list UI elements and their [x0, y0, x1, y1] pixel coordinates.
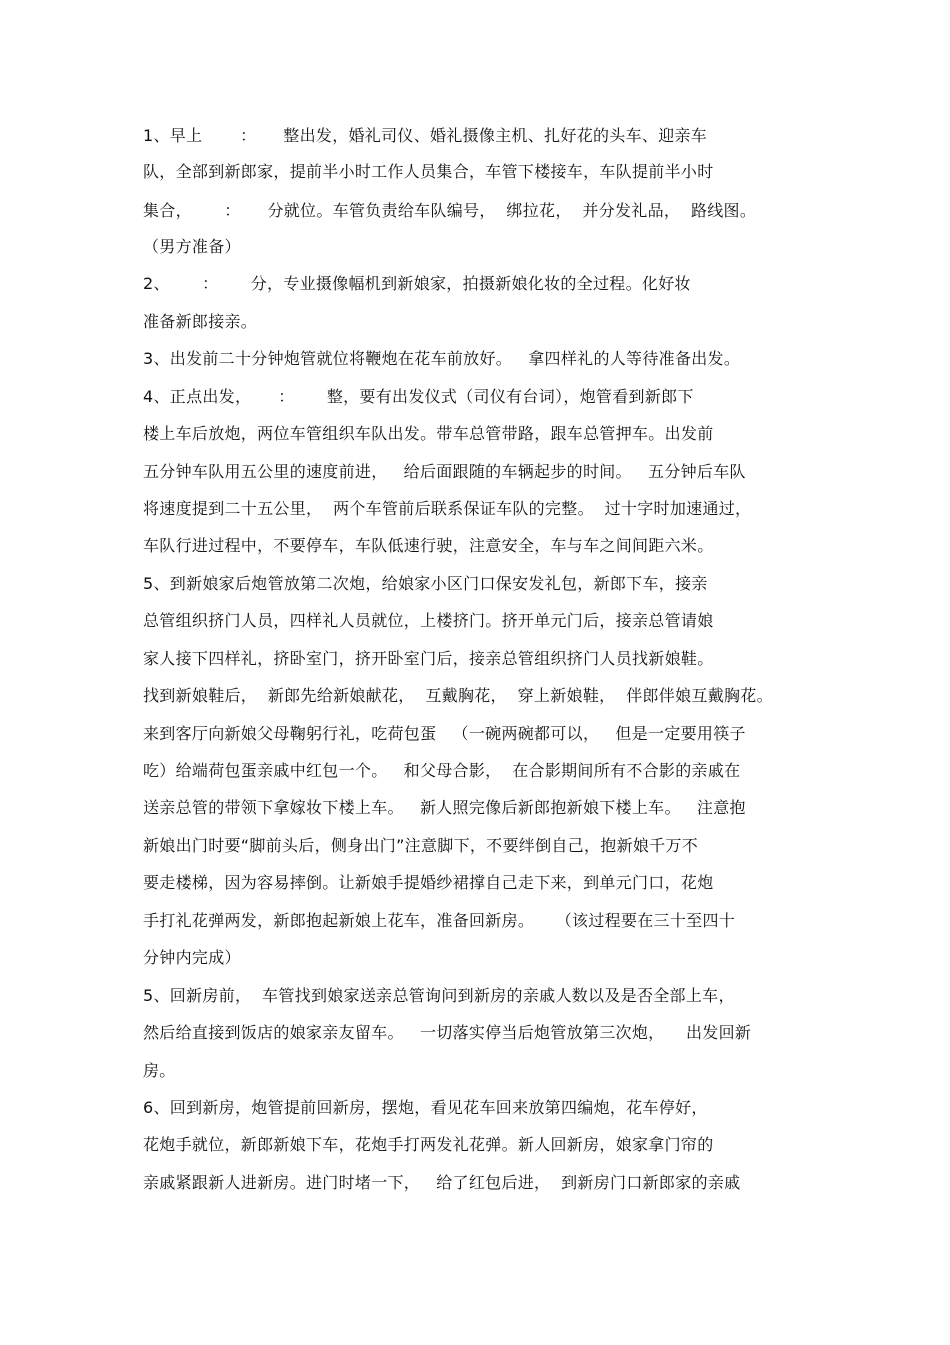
text-line: 手打礼花弹两发，新郎抱起新娘上花车，准备回新房。 （该过程要在三十至四十: [143, 911, 736, 930]
text-line: 5、到新娘家后炮管放第二次炮，给娘家小区门口保安发礼包，新郎下车，接亲: [143, 574, 708, 593]
text-line: 亲戚紧跟新人进新房。进门时堵一下， 给了红包后进， 到新房门口新郎家的亲戚: [143, 1173, 741, 1192]
text-line: 队，全部到新郎家，提前半小时工作人员集合，车管下楼接车，车队提前半小时: [143, 162, 714, 181]
text-line: 房。: [143, 1061, 176, 1080]
text-line: （男方准备）: [143, 237, 241, 256]
text-line: 送亲总管的带领下拿嫁妆下楼上车。 新人照完像后新郎抱新娘下楼上车。 注意抱: [143, 798, 746, 817]
text-line: 准备新郎接亲。: [143, 312, 258, 331]
text-line: 然后给直接到饭店的娘家亲友留车。 一切落实停当后炮管放第三次炮， 出发回新: [143, 1023, 752, 1042]
text-line: 4、正点出发， ： 整，要有出发仪式（司仪有台词），炮管看到新郎下: [143, 387, 694, 406]
text-line: 总管组织挤门人员，四样礼人员就位，上楼挤门。挤开单元门后，接亲总管请娘: [143, 611, 714, 630]
text-line: 将速度提到二十五公里， 两个车管前后联系保证车队的完整。 过十字时加速通过，: [143, 499, 752, 518]
text-line: 5、回新房前， 车管找到娘家送亲总管询问到新房的亲戚人数以及是否全部上车，: [143, 986, 735, 1005]
text-line: 分钟内完成）: [143, 948, 241, 967]
text-line: 集合， ： 分就位。车管负责给车队编号， 绑拉花， 并分发礼品， 路线图。: [143, 201, 757, 220]
text-line: 楼上车后放炮，两位车管组织车队出发。带车总管带路，跟车总管押车。出发前: [143, 424, 714, 443]
text-line: 车队行进过程中，不要停车，车队低速行驶，注意安全，车与车之间间距六米。: [143, 536, 714, 555]
text-line: 花炮手就位，新郎新娘下车，花炮手打两发礼花弹。新人回新房，娘家拿门帘的: [143, 1135, 714, 1154]
text-line: 3、出发前二十分钟炮管就位将鞭炮在花车前放好。 拿四样礼的人等待准备出发。: [143, 349, 741, 368]
text-line: 要走楼梯，因为容易摔倒。让新娘手提婚纱裙撑自己走下来，到单元门口，花炮: [143, 873, 714, 892]
text-line: 吃）给端荷包蛋亲戚中红包一个。 和父母合影， 在合影期间所有不合影的亲戚在: [143, 761, 741, 780]
text-line: 五分钟车队用五公里的速度前进， 给后面跟随的车辆起步的时间。 五分钟后车队: [143, 462, 746, 481]
text-line: 家人接下四样礼，挤卧室门，挤开卧室门后，接亲总管组织挤门人员找新娘鞋。: [143, 649, 714, 668]
text-line: 1、早上 ： 整出发，婚礼司仪、婚礼摄像主机、扎好花的头车、迎亲车: [143, 126, 708, 145]
text-line: 6、回到新房，炮管提前回新房，摆炮，看见花车回来放第四编炮，花车停好，: [143, 1098, 708, 1117]
text-line: 来到客厅向新娘父母鞠躬行礼，吃荷包蛋 （一碗两碗都可以， 但是一定要用筷子: [143, 724, 746, 743]
text-line: 新娘出门时要“脚前头后，侧身出门”注意脚下，不要绊倒自己，抱新娘千万不: [143, 836, 699, 855]
text-line: 2、 ： 分，专业摄像幅机到新娘家，拍摄新娘化妆的全过程。化好妆: [143, 274, 691, 293]
text-line: 找到新娘鞋后， 新郎先给新娘献花， 互戴胸花， 穿上新娘鞋， 伴郎伴娘互戴胸花。: [143, 686, 773, 705]
